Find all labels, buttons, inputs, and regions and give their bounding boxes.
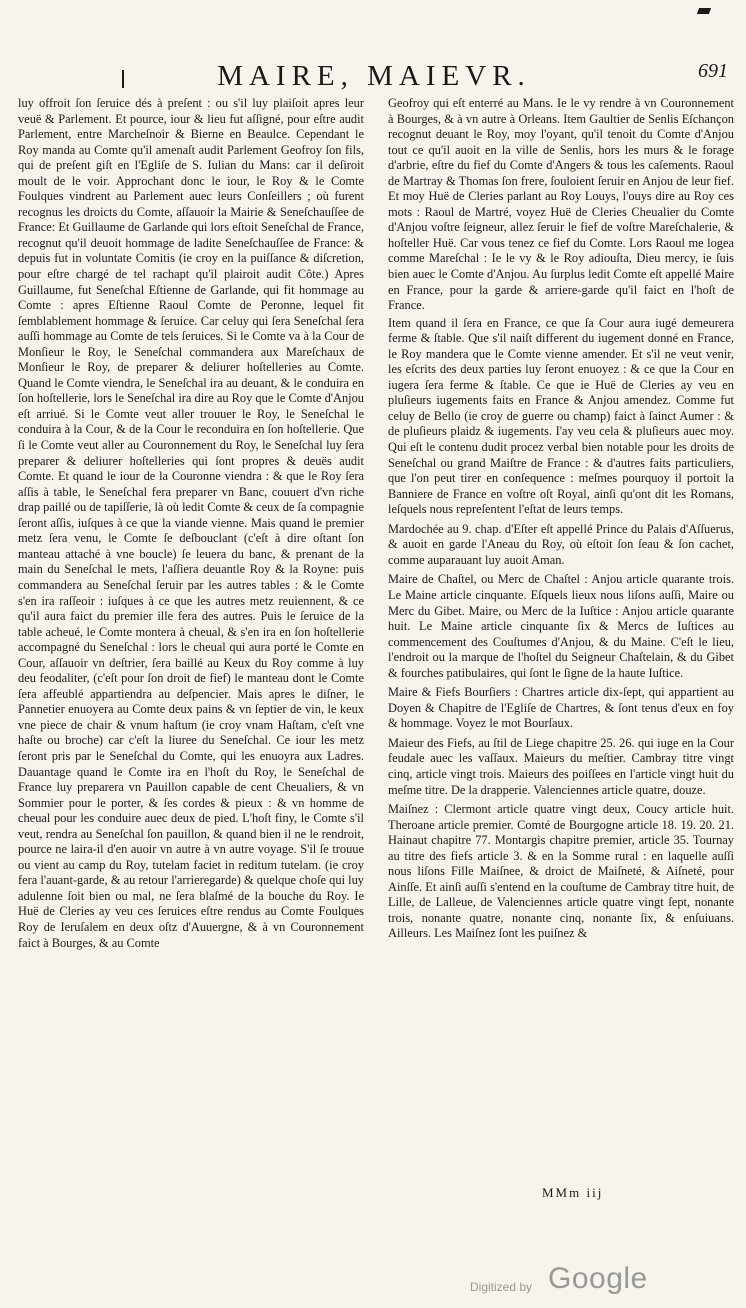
right-column xyxy=(388,96,734,942)
page-header xyxy=(18,58,730,94)
right-paragraph-1: Geofroy qui eſt enterré au Mans. Ie le vy rendre à vn Couronnement à Bourges, & à vn autre à Orleans. Item Gaultier de Senlis Eſchançon recognut deuant le Roy, moy l'oyant, qu'il tenoit du Comte d'Anjou tout ce qu'il auoit en la ville de Senlis, hors les murs & le forage d'arbrie, eſtre du fief du Comte d'Angers & tous les caſements. Raoul de Martray & Thomas ſon frere, ſouloient ſeruir en Anjou de leur fief. Et moy Huë de Cleries parlant au Roy Louys, l'ouys dire au Roy ces mots : Raoul de Martré, voyez Huë de Cleries Cheualier du Comte d'Anjou voſtre ſeigneur, allez ſeruir le fief de voſtre Mareſchalerie, & hoſteller Huë. Car vous tenez ce fief du Comte. Lors Raoul me logea comme Mareſchal : Ie le vy & le Roy adiouſta, Dieu mercy, ie ſuis bien auec le Comte d'Anjou. Au ſurplus ledit Comte eſt appellé Maire en France, pour la garde & arriere-garde qu'il faict en l'hoſt de France. xyxy=(388,96,734,313)
right-paragraph-3: Mardochée au 9. chap. d'Eſter eſt appellé Prince du Palais d'Aſſuerus, & auoit en garde l'Aneau du Roy, où eſtoit ſon ſeau & ſon cachet, comme auparauant luy auoit Aman. xyxy=(388,521,734,567)
right-paragraph-7: Maiſnez : Clermont article quatre vingt deux, Coucy article huit. Theroane article premier. Comté de Bourgogne article 18. 19. 20. 21. Hainaut chapitre 77. Montargis chapitre premier, article 35. Tournay au titre des fiefs article 3. & en la Somme rural : en laquelle auſſi nous liſons Fille Maiſnee, & droict de Maiſneté, & Aiſneté, pour Ainſſe. Et ainſi auſſi s'entend en la couſtume de Cambray titre huit, de Lille, de Lalleue, de Valenciennes article quatre vingt ſept, nonante trois, nonante quatre, nonante cinq, nonante ſix, & enſuiuans. Ailleurs. Les Maiſnez ſont les puiſnez & xyxy=(388,802,734,941)
ink-mark xyxy=(697,8,711,14)
digitization-watermark xyxy=(470,1262,710,1302)
right-paragraph-5: Maire & Fiefs Bourſiers : Chartres article dix-ſept, qui appartient au Doyen & Chapitre de l'Egliſe de Chartres, & ſont tenus d'eux en foy & hommage. Voyez le mot Bourſaux. xyxy=(388,685,734,731)
signature-mark: MMm iij xyxy=(542,1185,604,1200)
digitized-by-label: Digitized by xyxy=(470,1280,533,1294)
right-paragraph-6: Maieur des Fiefs, au ſtil de Liege chapitre 25. 26. qui iuge en la Cour feudale auec les vaſſaux. Maieurs du meſtier. Cambray titre vingt cinq, article vingt trois. Maieurs des poiſſees en l'article vingt huit du meſme titre. De la drapperie. Valenciennes article quatre, douze. xyxy=(388,735,734,797)
google-logo: Google xyxy=(548,1262,648,1295)
left-column xyxy=(18,96,364,951)
left-paragraph-1: luy offroit ſon ſeruice dés à preſent : ou s'il luy plaiſoit apres leur veuë & Parlement. Et pource, iour & lieu fut aſſigné, pour eſtre audit Parlement, entre Marcheſnoir & Bierne en Beaulce. Cependant le Roy manda au Comte qu'il amenaſt audit Parlement Geofroy ſon fils, qui de preſent giſt en l'Egliſe de S. Iulian du Mans: car il deſiroit moult de le voir. Approchant donc le iour, le Roy & le Comte Foulques vindrent au Parlement auec leurs Conſeillers ; où furent recognus les droicts du Comte, aſſauoir la Mairie & Seneſchauſſee de France: Et Guillaume de Garlande qui lors eſtoit Seneſchal de France, recognut qu'il deuoit hommage de ladite Seneſchauſſee de France: & depuis fut in voluntate Comitis (ie croy en la puiſſance & diſcretion, pour eſtre chargé de tel rachapt qu'il plairoit audit Côte.) Apres Guillaume, fut Seneſchal Eſtienne de Garlande, qui fit hommage au Comte : apres Eſtienne Raoul Comte de Peronne, lequel fit ſemblablement hommage & ſeruice. Car celuy qui ſera Seneſchal ſera auſſi hommage au Comte de tels ſeruices. Si le Comte va à la Cour de Monſieur le Roy, le Seneſchal commandera aux Mareſchaux de Monſieur le Roy, de preparer & deliurer hoſtelleries au Comte. Quand le Comte viendra, le Seneſchal ira au deuant, & le conduira en ſon hoſtellerie, lors le Seneſchal ira dire au Roy que le Comte d'Anjou eſt arriué. Si le Comte veut aller trouuer le Roy, le Seneſchal le conduira à la Cour, & de la Cour le reconduira en ſon hoſtellerie. Que ſi le Comte veut aller au Couronnement du Roy, le Seneſchal luy ſera preparer & deliurer hoſtelleries qui ſont propres & deuës audit Comte. Et quand le iour de la Couronne viendra : & que le Roy ſera aſſis à table, le Seneſchal fera preparer vn Banc, couuert d'vn riche drap paillé ou de tapiſſerie, là où ledit Comte & ceux de ſa compagnie ſeront aſſis, iuſques à ce que la viande vienne. Mais quand le premier metz ſera venu, le Comte ſe deſbouclant (c'eſt à dire oſtant ſon manteau attaché à vne boucle) ſe leuera du banc, & prenant de la main du Seneſchal le mets, l'aſſiera deuantle Roy & la Royne: puis commandera au Seneſchal ſeruir par les autres tables : & le Comte s'en ira raſſeoir : iuſques à ce que les autres metz reuiennent, & ce qu'il aura faict du premier ille fera des autres. Puis le ſeruice de la table acheué, le Comte montera à cheual, & s'en ira en ſon hoſtellerie accompagné du Seneſchal : lors le cheual qui aura porté le Comte en Cour, aſſauoir vn deſtrier, ſera baillé au Keux du Roy comme à luy deu feodaliter, (c'eſt pour ſon droit de fief) le manteau dont le Comte ſera affeublé appartiendra au deſpencier. Mais apres le diſner, le Pannetier enuoyera au Comte deux pains & vn ſeptier de vin, le keux vne piece de chair & vnum haſtum (ie croy vnam Haſtam, c'eſt vne haſte ou broche) car c'eſt la liuree du Seneſchal. Ce iour les metz ſeront pris par le Seneſchal du Comte, qui les enuoyra aux Ladres. Dauantage quand le Comte ira en l'hoſt du Roy, le Seneſchal de France luy preparera vn Pauillon capable de cent Cheualiers, & vn Sommier pour le porter, & ſes cordes & pieux : & vn homme de cheual pour les conduire auec deux de pied. L'hoſt finy, le Comte s'il veut, rendra au Seneſchal ſon pauillon, & quand bien il ne le rendroit, pource ne laira-il d'en auoir vn autre à vn autre voyage. S'il ſe trouue ou vient au camp du Roy, tutelam faciet in reditum tutelam. (ie croy fera l'auant-garde, & au retour l'arrieregarde) & quelque choſe qui luy adulenne ſoit bien ou mal, ne ſera blaſmé de la bouche du Roy. Ie Huë de Cleries ay veu ces ſeruices eſtre rendus au Comte Foulques Roy de Ieruſalem en deux oſtz d'Auuergne, & à vn Couronnement faict à Bourges, & au Comte xyxy=(18,96,364,950)
right-paragraph-4: Maire de Chaſtel, ou Merc de Chaſtel : Anjou article quarante trois. Le Maine article cinquante. Eſquels lieux nous liſons auſſi, Maire ou Merc du Gibet. Maire, ou Merc de la Iuſtice : Anjou article quarante huit. Le Maine article cinquante ſix & Mercs de Iuſtices au commencement des Couſtumes d'Anjou, & du Maine. C'eſt le lieu, l'endroit ou la marque de l'hoſtel du Seigneur Chaſtelain, & du Gibet & fourches patibulaires, qui ſont le ſigne de la haute Iuſtice. xyxy=(388,572,734,680)
page-number: 691 xyxy=(698,60,728,82)
running-title: MAIRE, MAIEVR. xyxy=(217,60,531,92)
right-paragraph-2: Item quand il ſera en France, ce que ſa Cour aura iugé demeurera ferme & ſtable. Que s'il naiſt different du iugement donné en France, le Roy mandera que le Comte vienne amender. Et s'il ne veut venir, les eſcrits des deux parties luy ſeront enuoyez : & ce que la Cour en iugera ſera ferme & ſtable. Ce que ie Huë de Cleries ay veu en pluſieurs iugements faits en France & Anjou amendez. Comme fut celuy de Bello (ie croy de guerre ou champ) faict à ſainct Aumer : & de pluſieurs plaidz & iugements. I'ay veu cela & pluſieurs auec moy. Qui eſt le contenu dudit procez verbal bien notable pour les droits de Seneſchal ou grand Maiſtre de France : & d'autres faits particuliers, que l'on peut tirer en conſequence : meſmes pourquoy il portoit la Banniere de France en voſtre oſt Royal, ainſi qu'ont dit les Romans, leſquels nous repreſentent l'eſtat de leurs temps. xyxy=(388,315,734,517)
